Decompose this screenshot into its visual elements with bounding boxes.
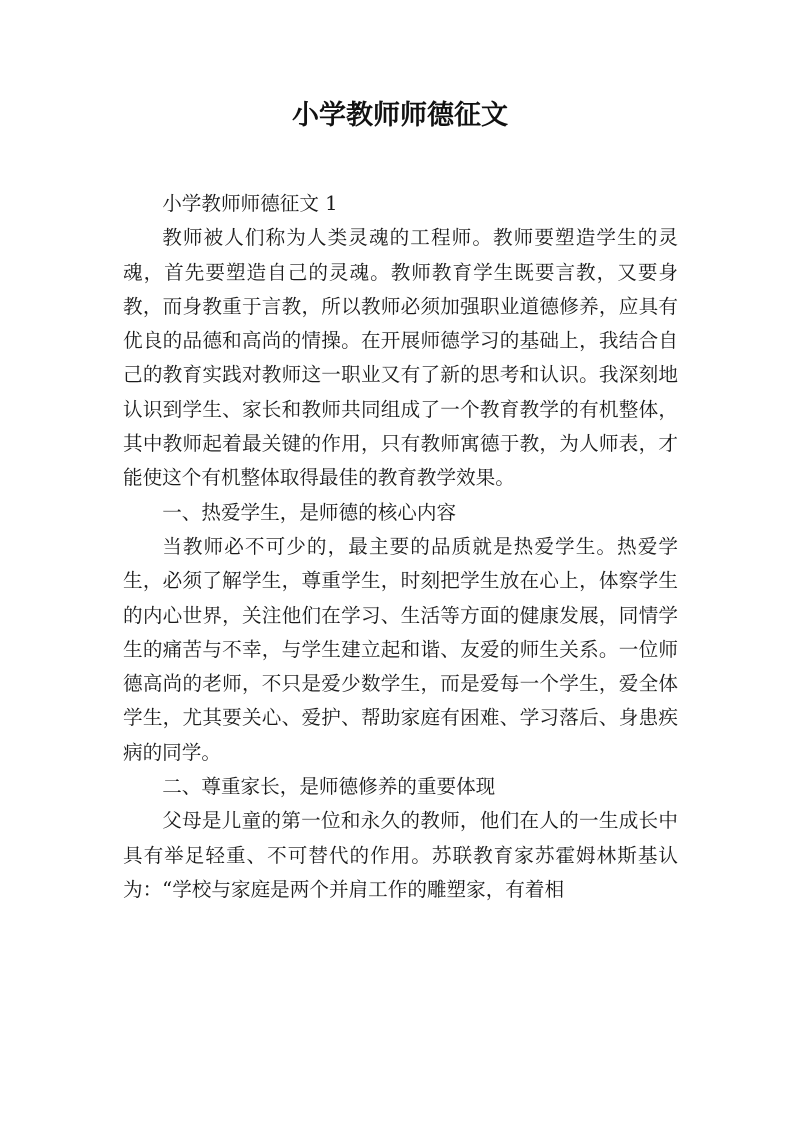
section-heading: 二、尊重家长，是师德修养的重要体现 — [162, 775, 496, 799]
document-body — [123, 187, 678, 907]
body-paragraph: 当教师必不可少的，最主要的品质就是热爱学生。热爱学生，必须了解学生，尊重学生，时刻把学生放在心上，体察学生的内心世界，关注他们在学习、生活等方面的健康发展，同情学生的痛苦与不幸，与学生建立起和谐、友爱的师生关系。一位师德高尚的老师，不只是爱少数学生，而是爱每一个学生，爱全体学生，尤其要关心、爱护、帮助家庭有困难、学习落后、身患疾病的同学。 — [123, 534, 678, 764]
section-heading: 小学教师师德征文 1 — [162, 192, 338, 215]
body-paragraph: 教师被人们称为人类灵魂的工程师。教师要塑造学生的灵魂，首先要塑造自己的灵魂。教师教育学生既要言教，又要身教，而身教重于言教，所以教师必须加强职业道德修养，应具有优良的品德和高尚的情操。在开展师德学习的基础上，我结合自己的教育实践对教师这一职业又有了新的思考和认识。我深刻地认识到学生、家长和教师共同组成了一个教育教学的有机整体，其中教师起着最关键的作用，只有教师寓德于教，为人师表，才能使这个有机整体取得最佳的教育教学效果。 — [123, 226, 678, 490]
document-title: 小学教师师德征文 — [292, 100, 508, 131]
body-paragraph: 父母是儿童的第一位和永久的教师，他们在人的一生成长中具有举足轻重、不可替代的作用。苏联教育家苏霍姆林斯基认为：“学校与家庭是两个并肩工作的雕塑家，有着相 — [123, 809, 678, 901]
section-heading: 一、热爱学生，是师德的核心内容 — [162, 500, 457, 524]
